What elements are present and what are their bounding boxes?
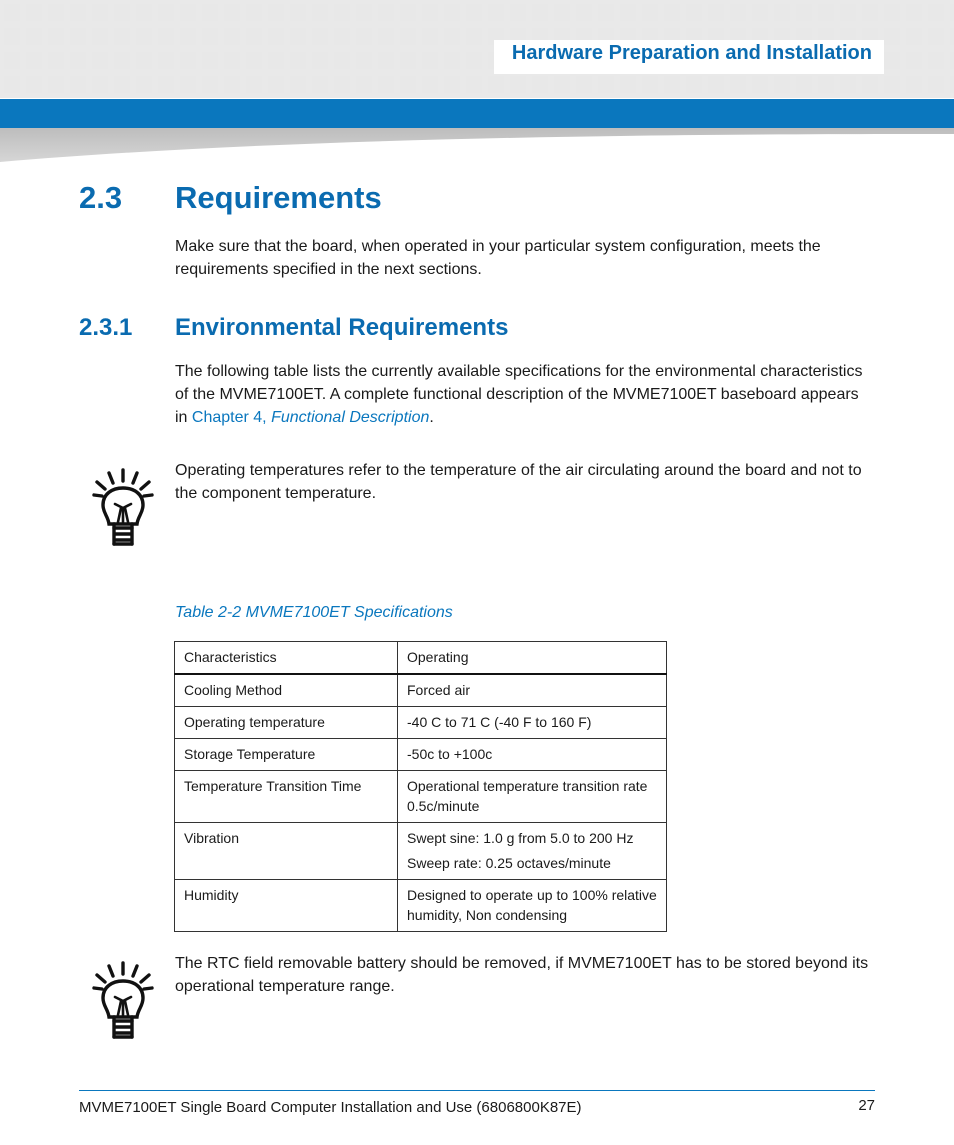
chapter-link-number: Chapter 4, bbox=[191, 409, 272, 426]
table-cell-characteristic: Operating temperature bbox=[175, 707, 398, 739]
table-cell-operating: Operational temperature transition rate 0.5c/minute bbox=[398, 771, 667, 823]
table-row bbox=[175, 707, 667, 739]
table-row bbox=[175, 739, 667, 771]
lightbulb-icon bbox=[92, 961, 154, 1041]
subsection-number: 2.3.1 bbox=[79, 314, 133, 341]
lightbulb-icon bbox=[92, 468, 154, 548]
running-header-title: Hardware Preparation and Installation bbox=[511, 42, 872, 64]
table-cell-characteristic: Cooling Method bbox=[175, 674, 398, 707]
footer-document-title: MVME7100ET Single Board Computer Installation and Use (6806800K87E) bbox=[79, 1099, 582, 1116]
table-header-row bbox=[175, 642, 667, 675]
paragraph-end: . bbox=[429, 409, 434, 426]
table-cell-operating: Designed to operate up to 100% relative humidity, Non condensing bbox=[398, 880, 667, 932]
table-row bbox=[175, 823, 667, 880]
table-cell-characteristic: Temperature Transition Time bbox=[175, 771, 398, 823]
specifications-table bbox=[174, 641, 667, 932]
table-row bbox=[175, 771, 667, 823]
table-cell-operating: -50c to +100c bbox=[398, 739, 667, 771]
table-caption: Table 2-2 MVME7100ET Specifications bbox=[175, 604, 453, 621]
chapter-link[interactable] bbox=[192, 409, 429, 426]
table-cell-line: Sweep rate: 0.25 octaves/minute bbox=[407, 855, 611, 871]
header-blue-bar bbox=[0, 99, 954, 128]
table-cell-operating: -40 C to 71 C (-40 F to 160 F) bbox=[398, 707, 667, 739]
header-gray-swoosh bbox=[0, 128, 954, 164]
table-cell-characteristic: Humidity bbox=[175, 880, 398, 932]
subsection-paragraph bbox=[175, 360, 875, 429]
note-rtc-battery: The RTC field removable battery should be removed, if MVME7100ET has to be stored beyond its operational temperature range. bbox=[175, 955, 869, 995]
table-header-characteristics: Characteristics bbox=[175, 642, 398, 675]
subsection-heading bbox=[79, 314, 508, 342]
table-cell-line: Swept sine: 1.0 g from 5.0 to 200 Hz bbox=[407, 830, 634, 846]
subsection-title: Environmental Requirements bbox=[175, 314, 509, 341]
table-header-operating: Operating bbox=[398, 642, 667, 675]
section-heading bbox=[79, 180, 382, 216]
paragraph-text: The following table lists the currently available specifications for the environmental characteristics of the MVME7100ET. A complete functional description of the MVME7100ET baseboard appears in bbox=[175, 363, 863, 426]
note-temperature: Operating temperatures refer to the temperature of the air circulating around the board and not to the component temperature. bbox=[175, 462, 862, 502]
section-intro: Make sure that the board, when operated in your particular system configuration, meets the requirements specified in the next sections. bbox=[175, 238, 821, 278]
table-cell-operating: Forced air bbox=[398, 674, 667, 707]
table-row bbox=[175, 674, 667, 707]
table-cell-characteristic: Storage Temperature bbox=[175, 739, 398, 771]
footer-page-number: 27 bbox=[858, 1097, 875, 1114]
section-number: 2.3 bbox=[79, 180, 123, 215]
chapter-link-title: Functional Description bbox=[271, 409, 430, 426]
footer-rule bbox=[79, 1090, 875, 1091]
table-row bbox=[175, 880, 667, 932]
table-cell-characteristic: Vibration bbox=[175, 823, 398, 880]
table-cell-operating bbox=[398, 823, 667, 880]
header-pattern bbox=[0, 0, 954, 98]
section-title: Requirements bbox=[175, 180, 382, 215]
